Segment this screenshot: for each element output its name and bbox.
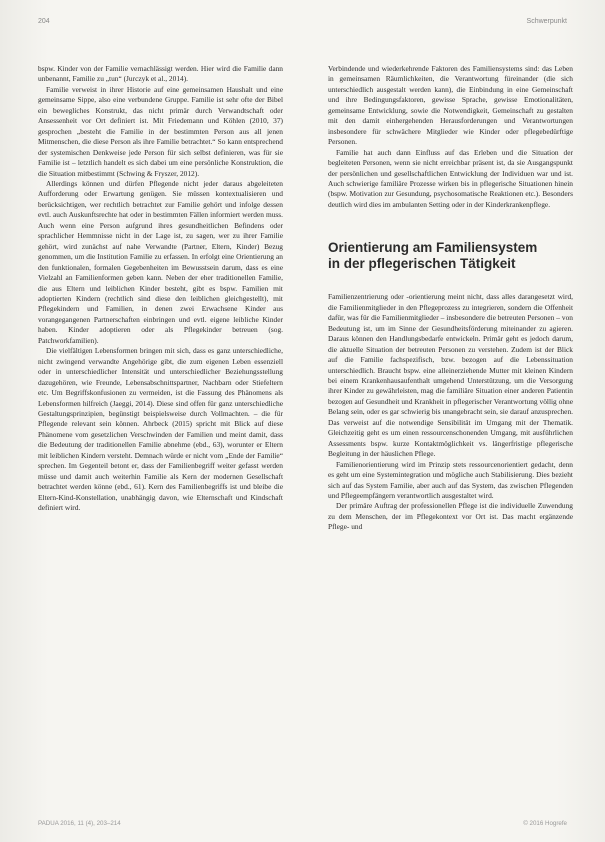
page-header — [38, 18, 567, 30]
section-heading — [328, 240, 573, 272]
paragraph: Familienzentrierung oder -orientierung meint nicht, dass alles darangesetzt wird, die Familienmitglieder in den Pflegeprozess zu integrieren, sondern die Offenheit dafür, was für die Familienmitglieder – insbesondere die betreuten Personen – von Bedeutung ist, um im Sinne der Gesundheitsförderung miteinander zu agieren. Daraus können den Handlungsbedarfe entwickeln. Primär geht es jedoch darum, die aktuelle Situation der betreuten Personen zu verstehen. Zudem ist der Blick auf die Familie fachspezifisch, bzw. bezogen auf die Lebenssituation unterschiedlich. Braucht bspw. eine alleinerziehende Mutter mit kleinen Kindern bei einem Krankenhausaufenthalt umgehend Unterstützung, um die Versorgung ihrer Kinder zu gewährleisten, mag die familiäre Situation einer anderen Patientin bezogen auf Gesundheit und Krankheit in pflegerischer Verantwortung völlig ohne Belang sein, oder es gar schwierig bis unangebracht sein, sie darauf anzusprechen. Das verweist auf die notwendige Sensibilität im Umgang mit der Thematik. Gleichzeitig geht es um einen ressourcenschonenden Umgang, mit ausführlichen Assessments bspw. kurze Kontaktmöglichkeit vs. längerfristige pflegerische Begleitung in der häuslichen Pflege. — [328, 292, 573, 459]
left-column — [38, 64, 283, 513]
paragraph: Familienorientierung wird im Prinzip stets ressourcenorientiert gedacht, denn es geht um eine Systemintegration und mögliche auch Stabilisierung. Dies bezieht sich auf das System Familie, aber auch auf das System, das zwischen Pflegenden und Pflegeempfängern verantwortlich ausgestaltet wird. — [328, 459, 573, 500]
paragraph: Der primäre Auftrag der professionellen Pflege ist die individuelle Zuwendung zu dem Menschen, der im Pflegekontext vor Ort ist. Das macht ergänzende Pflege- und — [328, 501, 573, 532]
paragraph: bspw. Kinder von der Familie vernachlässigt werden. Hier wird die Familie dann unbenannt, Familie zu „tun“ (Jurczyk et al., 2014). — [38, 64, 283, 84]
page-number: 204 — [38, 18, 50, 25]
paragraph: Allerdings können und dürfen Pflegende nicht jeder daraus abgeleiteten Aufforderung oder Erwartung genügen. Sie müssen kontextualisieren und berücksichtigen, wer rechtlich betrachtet zur Familie gehört und infolge dessen evtl. auch Auskunftsrechte hat oder in bestimmten Fällen informiert werden muss. Auch wenn eine Person aufgrund ihres gesundheitlichen Befindens oder sprachlicher Hemmnisse nicht in der Lage ist, zu sagen, wer zu ihrer Familie gehört, wird zunächst auf nahe Verwandte (Partner, Eltern, Kinder) Bezug genommen, um die Institution Familie zu erfassen. In erfolgt eine Orientierung an den funktionalen, formalen Gegebenheiten im Bewusstsein darum, dass es eine Vielzahl an Familienformen geben kann. Neben der eher traditionellen Familie, die aus Eltern und leiblichen Kinder besteht, gibt es bspw. Familien mit adoptierten Kindern (rechtlich sind diese den leiblichen gleichgestellt), mit Pflegekindern und Familien, in denen zwei Erwachsene Kinder aus vorangegangenen Partnerschaften einbringen und evtl. eigene leibliche Kinder haben. Kinder adoptieren oder als Pflegekinder betreuen (sog. Patchworkfamilien). — [38, 178, 283, 345]
running-head: Schwerpunkt — [526, 18, 567, 25]
paragraph: Die vielfältigen Lebensformen bringen mit sich, dass es ganz unterschiedliche, nicht zwingend verwandte Angehörige gibt, die zum eigenen Leben essenziell oder in unterschiedlicher Intensität und unterschiedlicher Beziehungsstellung dazugehören, wie Freunde, Lebensabschnittspartner, Nachbarn oder Stiefeltern etc. Um Begriffskonfusionen zu vermeiden, ist die Fassung des Phänomens als Lebensformen hilfreich (Jaeggi, 2014). Diese sind offen für ganz unterschiedliche Gestaltungsprinzipien, begünstigt beispielsweise durch Vollmachten. – die für Pflegende relevant sein können. Ahrbeck (2015) spricht mit Blick auf diese Phänomene vom gesetzlichen Verschwinden der Familien und meint damit, dass die Bedeutung der traditionellen Familie abnehme (ebd., 63), worunter er Eltern mit leiblichen Kindern versteht. Demnach würde er nicht vom „Ende der Familie“ sprechen. Im Gegenteil betont er, dass der Familienbegriff weiter gefasst werden müsse und damit auch weiterhin Familie als Kern der modernen Gesellschaft betrachtet werden könne (ebd., 61). Kern des Familienbegriffs ist und bleibe die Eltern-Kind-Konstellation, unabhängig davon, wie Elternschaft und Kindschaft definiert wird. — [38, 346, 283, 513]
journal-citation: PADUA 2016, 11 (4), 203–214 — [38, 820, 121, 827]
page-footer — [38, 820, 567, 830]
paragraph: Verbindende und wiederkehrende Faktoren des Familiensystems sind: das Leben in gemeinsamen Räumlichkeiten, die Verantwortung füreinander (die sich unterschiedlich ausgestalt werden kann), die Einbindung in eine Gemeinschaft und ihre Bedingungsfaktoren, gewisse Sprache, gewisse Emotionalitäten, gemeinsame Entwicklung, sowie die Notwendigkeit, Gemeinschaft zu gestalten mit den damit einhergehenden Herausforderungen und Verantwortungen insbesondere für schwächere Mitglieder wie Kinder oder pflegebedürftige Personen. — [328, 64, 573, 147]
section-heading-line: Orientierung am Familiensystem — [328, 240, 538, 256]
paragraph: Familie hat auch dann Einfluss auf das Erleben und die Situation der begleiteten Personen, wenn sie nicht erreichbar präsent ist, da sie Ausgangspunkt der persönlichen und gesellschaftlichen Entwicklung der Individuen war und ist. Auch schwierige familiäre Prozesse wirken bis in pflegerische Situationen hinein (bspw. Motivation zur Gesundung, psychosomatische Reaktionen etc.). Besonders deutlich wird dies im ambulanten Setting oder in der Kinderkrankenpflege. — [328, 147, 573, 209]
paragraph: Familie verweist in ihrer Historie auf eine gemeinsamen Haushalt und eine gemeinsame Sippe, also eine verbundene Gruppe. Familie ist sehr ofte der Bibel ein bewegliches Konstrukt, das nicht primär durch Verwandtschaft oder Ansessenheit vor Ort definiert ist. Mit Friedemann und Köhlen (2010, 37) gesprochen „besteht die Familie in der bestimmten Person aus all jenen Mitmenschen, die diese Person als ihre Familie betrachtet.“ So kann entsprechend der systemischen Denkweise jede Person für sich selbst definieren, was für sie Familie ist – letztlich handelt es sich dabei um eine persönliche Konstruktion, die die Situation mitbestimmt (Schwing & Fryszer, 2012). — [38, 84, 283, 178]
right-column — [328, 64, 573, 533]
publisher: © 2016 Hogrefe — [523, 820, 567, 827]
section-heading-line: in der pflegerischen Tätigkeit — [328, 256, 516, 272]
